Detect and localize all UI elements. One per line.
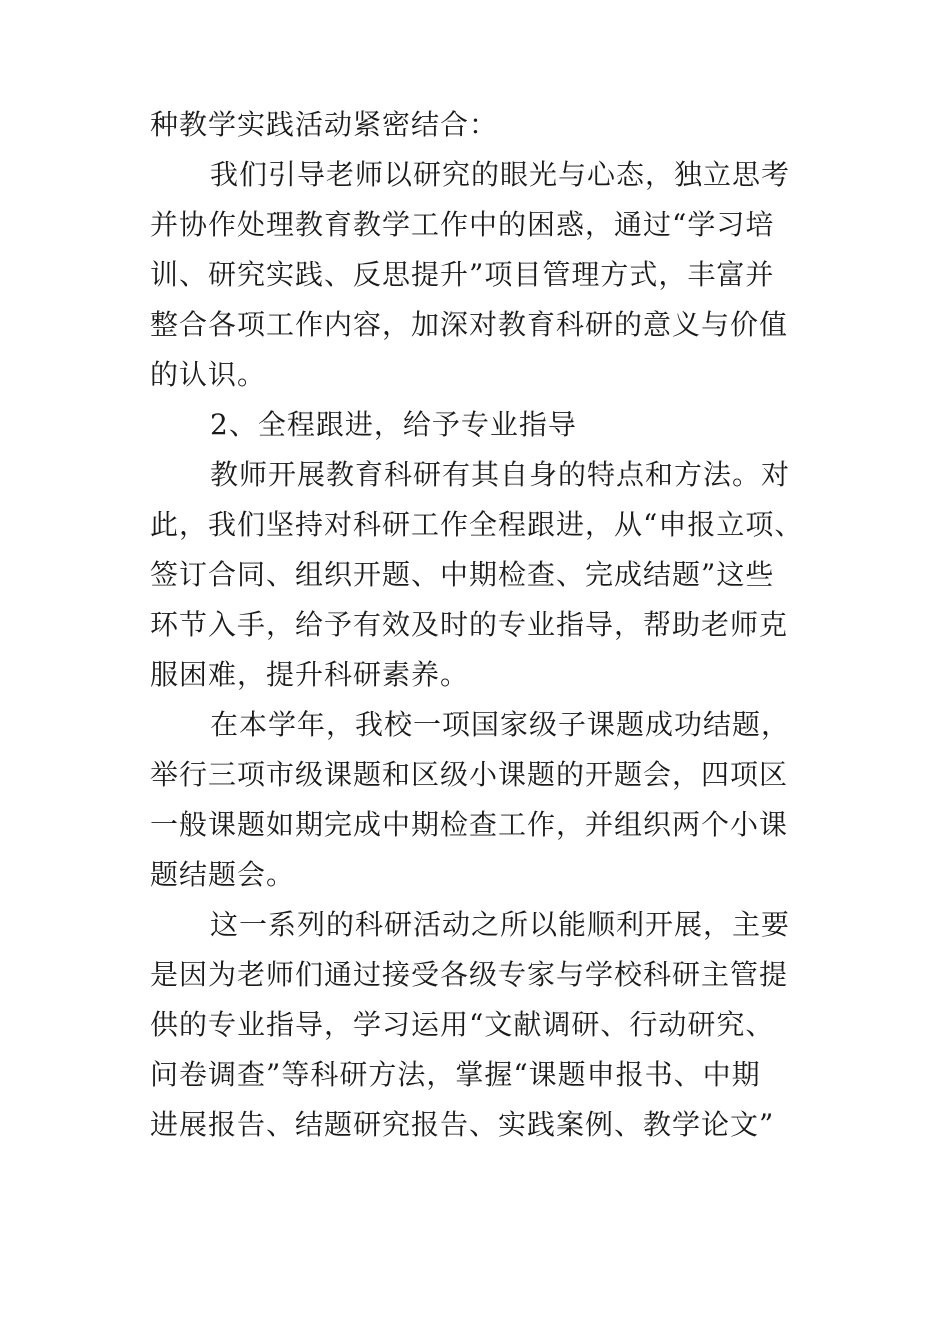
text-line: 签订合同、组织开题、中期检查、完成结题”这些 xyxy=(150,558,775,591)
text-line: 问卷调查”等科研方法，掌握“课题申报书、中期 xyxy=(150,1058,761,1091)
text-line: 一般课题如期完成中期检查工作，并组织两个小课 xyxy=(150,808,789,841)
text-line: 的认识。 xyxy=(150,358,267,391)
text-line: 此，我们坚持对科研工作全程跟进，从“申报立项、 xyxy=(150,508,804,541)
text-line: 种教学实践活动紧密结合： xyxy=(150,108,499,141)
paragraph-start-line: 教师开展教育科研有其自身的特点和方法。对 xyxy=(210,458,791,491)
text-line: 是因为老师们通过接受各级专家与学校科研主管提 xyxy=(150,958,789,991)
paragraph-start-line: 这一系列的科研活动之所以能顺利开展，主要 xyxy=(210,908,791,941)
text-line: 并协作处理教育教学工作中的困惑，通过“学习培 xyxy=(150,208,775,241)
text-line: 整合各项工作内容，加深对教育科研的意义与价值 xyxy=(150,308,789,341)
text-line: 训、研究实践、反思提升”项目管理方式，丰富并 xyxy=(150,258,775,291)
text-line: 环节入手，给予有效及时的专业指导，帮助老师克 xyxy=(150,608,789,641)
text-line: 服困难，提升科研素养。 xyxy=(150,658,470,691)
text-line: 进展报告、结题研究报告、实践案例、教学论文” xyxy=(150,1108,775,1141)
text-line: 题结题会。 xyxy=(150,858,296,891)
paragraph-start-line: 我们引导老师以研究的眼光与心态，独立思考 xyxy=(210,158,791,191)
section-heading: 2、全程跟进，给予专业指导 xyxy=(210,408,577,441)
text-line: 供的专业指导，学习运用“文献调研、行动研究、 xyxy=(150,1008,775,1041)
paragraph-start-line: 在本学年，我校一项国家级子课题成功结题， xyxy=(210,708,791,741)
text-line: 举行三项市级课题和区级小课题的开题会，四项区 xyxy=(150,758,789,791)
